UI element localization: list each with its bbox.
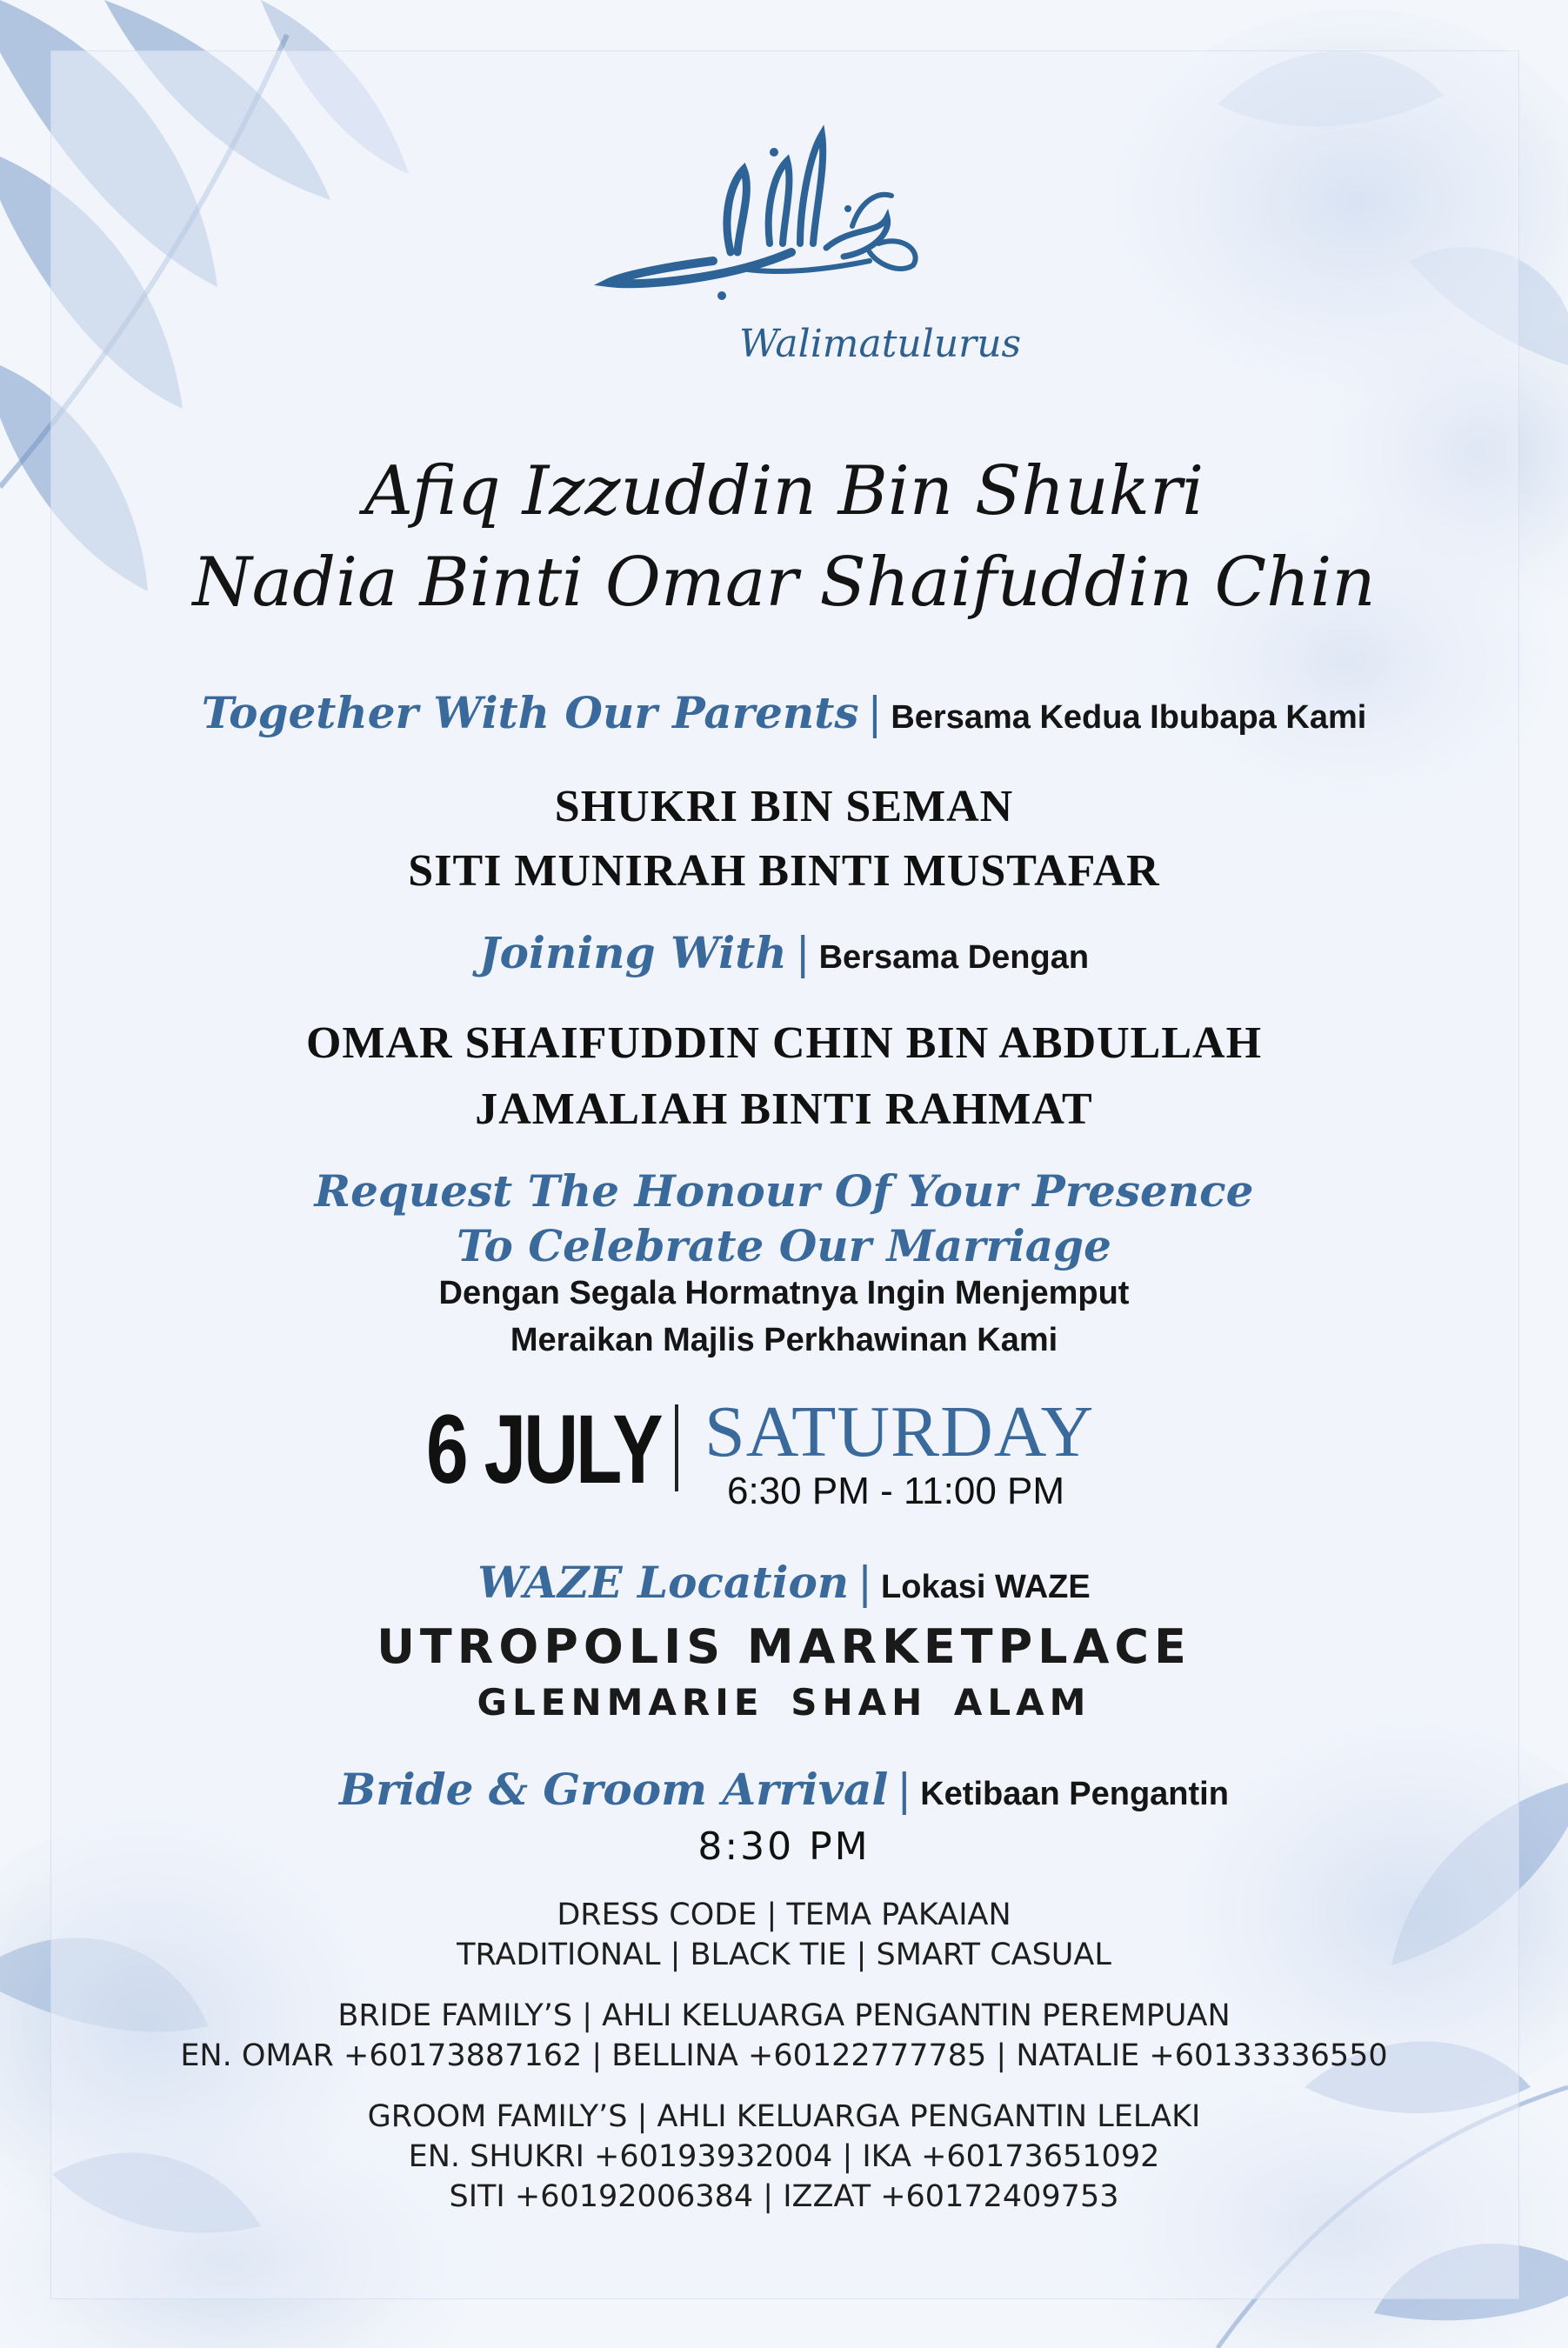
event-day: SATURDAY	[704, 1391, 1095, 1472]
separator: |	[897, 1764, 912, 1815]
parents-intro-en: Together With Our Parents	[201, 687, 859, 738]
bride-name: Nadia Binti Omar Shaifuddin Chin	[192, 544, 1376, 622]
request-ms-line2: Meraikan Majlis Perkhawinan Kami	[510, 1322, 1058, 1358]
venue-area: GLENMARIE SHAH ALAM	[477, 1681, 1091, 1724]
date-separator	[675, 1404, 678, 1491]
bride-mother: JAMALIAH BINTI RAHMAT	[475, 1084, 1093, 1134]
separator: |	[867, 688, 883, 738]
bride-family-contacts: EN. OMAR +60173887162 | BELLINA +60122777785 | NATALIE +60133336550	[180, 2038, 1388, 2073]
joining-en: Joining With	[478, 927, 787, 978]
groom-father: SHUKRI BIN SEMAN	[554, 782, 1014, 831]
joining-with	[0, 927, 1568, 978]
separator: |	[857, 1558, 873, 1608]
arrival-time: 8:30 PM	[697, 1824, 871, 1869]
groom-family-contacts-1: EN. SHUKRI +60193932004 | IKA +60173651092	[408, 2139, 1160, 2174]
request-en-line1: Request The Honour Of Your Presence	[314, 1165, 1254, 1217]
request-ms-line1: Dengan Segala Hormatnya Ingin Menjemput	[438, 1275, 1130, 1311]
logo-text: Walimatulurus	[739, 322, 1022, 366]
bride-father: OMAR SHAIFUDDIN CHIN BIN ABDULLAH	[305, 1018, 1263, 1068]
location-en: WAZE Location	[477, 1557, 850, 1608]
groom-family-title: GROOM FAMILY’S | AHLI KELUARGA PENGANTIN LELAKI	[367, 2099, 1201, 2134]
parents-intro	[0, 687, 1568, 738]
calligraphy-icon	[591, 122, 974, 330]
arrival-ms: Ketibaan Pengantin	[920, 1776, 1229, 1812]
separator: |	[795, 928, 811, 978]
location-heading	[0, 1557, 1568, 1608]
groom-name: Afiq Izzuddin Bin Shukri	[364, 452, 1204, 530]
arrival-en: Bride & Groom Arrival	[339, 1764, 889, 1815]
arrival-heading	[0, 1764, 1568, 1815]
dress-code-title: DRESS CODE | TEMA PAKAIAN	[557, 1898, 1011, 1932]
event-date: 6 JULY	[426, 1395, 661, 1504]
event-time: 6:30 PM - 11:00 PM	[727, 1470, 1065, 1512]
joining-ms: Bersama Dengan	[818, 939, 1090, 976]
request-en-line2: To Celebrate Our Marriage	[457, 1220, 1111, 1271]
dress-code-options: TRADITIONAL | BLACK TIE | SMART CASUAL	[457, 1938, 1111, 1972]
venue-name: UTROPOLIS MARKETPLACE	[377, 1619, 1191, 1674]
location-ms: Lokasi WAZE	[881, 1569, 1091, 1605]
groom-mother: SITI MUNIRAH BINTI MUSTAFAR	[408, 846, 1160, 896]
groom-family-contacts-2: SITI +60192006384 | IZZAT +60172409753	[449, 2179, 1119, 2214]
parents-intro-ms: Bersama Kedua Ibubapa Kami	[891, 699, 1367, 736]
walimatulurus-logo	[591, 122, 1022, 383]
bride-family-title: BRIDE FAMILY’S | AHLI KELUARGA PENGANTIN PEREMPUAN	[337, 1998, 1231, 2033]
